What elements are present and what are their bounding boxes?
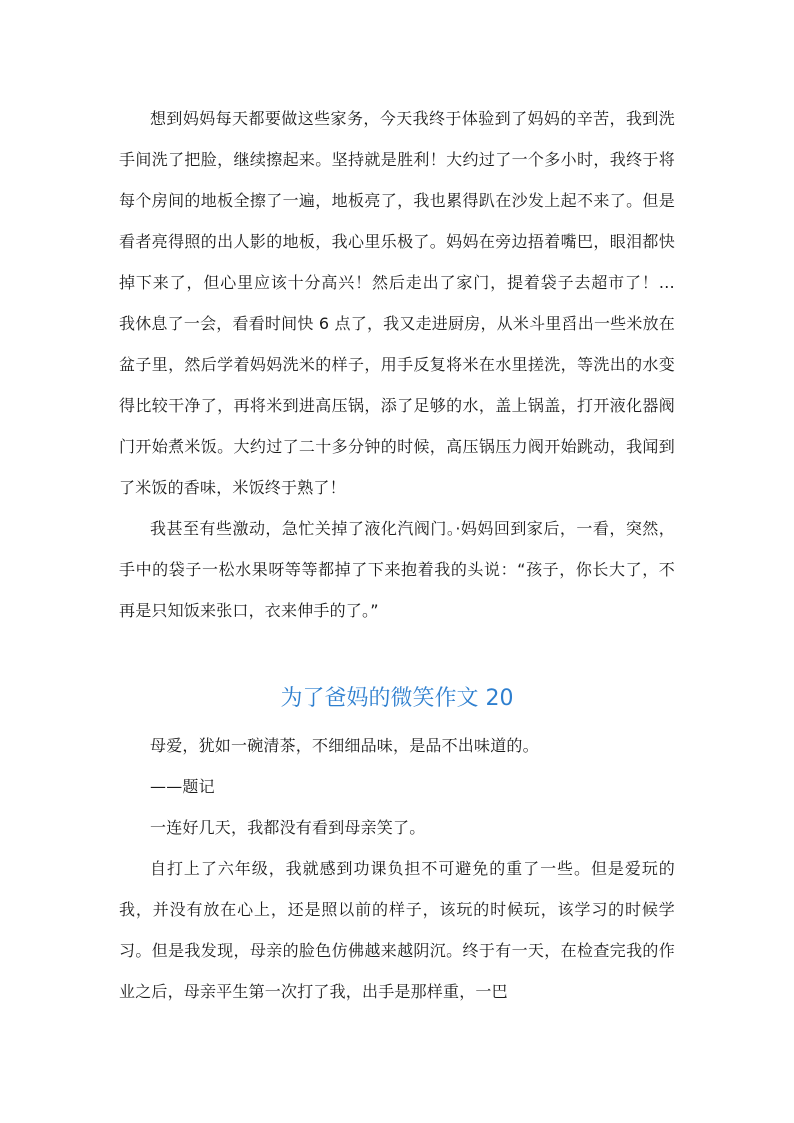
essay-paragraph: 母爱，犹如一碗清茶，不细细品味，是品不出味道的。 bbox=[150, 736, 539, 755]
story-paragraph: 我甚至有些激动，急忙关掉了液化汽阀门。·妈妈回到家后，一看，突然，手中的袋子一松水果呀等等都掉了下来抱着我的头说：“孩子，你长大了，不再是只知饭来张口，衣来伸手的了。” bbox=[119, 519, 675, 620]
story-section bbox=[119, 98, 675, 631]
essay-paragraph: 一连好几天，我都没有看到母亲笑了。 bbox=[150, 818, 426, 837]
essay-paragraph: 自打上了六年级，我就感到功课负担不可避免的重了一些。但是爱玩的我，并没有放在心上，还是照以前的样子，该玩的时候玩，该学习的时候学习。但是我发现，母亲的脸色仿佛越来越阴沉。终于有一天，在检查完我的作业之后，母亲平生第一次打了我，出手是那样重，一巴 bbox=[119, 859, 675, 1001]
story-paragraph: 想到妈妈每天都要做这些家务，今天我终于体验到了妈妈的辛苦，我到洗手间洗了把脸，继续擦起来。坚持就是胜利！大约过了一个多小时，我终于将每个房间的地板全擦了一遍，地板亮了，我也累得趴在沙发上起不来了。但是看者亮得照的出人影的地板，我心里乐极了。妈妈在旁边捂着嘴巴，眼泪都快掉下来了，但心里应该十分高兴！然后走出了家门，提着袋子去超市了！… 我休息了一会，看看时间快 6 点了，我又走进厨房，从米斗里舀出一些米放在盆子里，然后学着妈妈洗米的样子，用手反复将米在水里搓洗，等洗出的水变得比较干净了，再将米到进高压锅，添了足够的水，盖上锅盖，打开液化器阀门开始煮米饭。大约过了二十多分钟的时候，高压锅压力阀开始跳动，我闻到了米饭的香味，米饭终于熟了！ bbox=[119, 109, 675, 497]
essay-epigraph: ——题记 bbox=[150, 777, 215, 796]
essay-section bbox=[119, 725, 675, 1012]
essay-title: 为了爸妈的微笑作文 20 bbox=[280, 686, 514, 711]
